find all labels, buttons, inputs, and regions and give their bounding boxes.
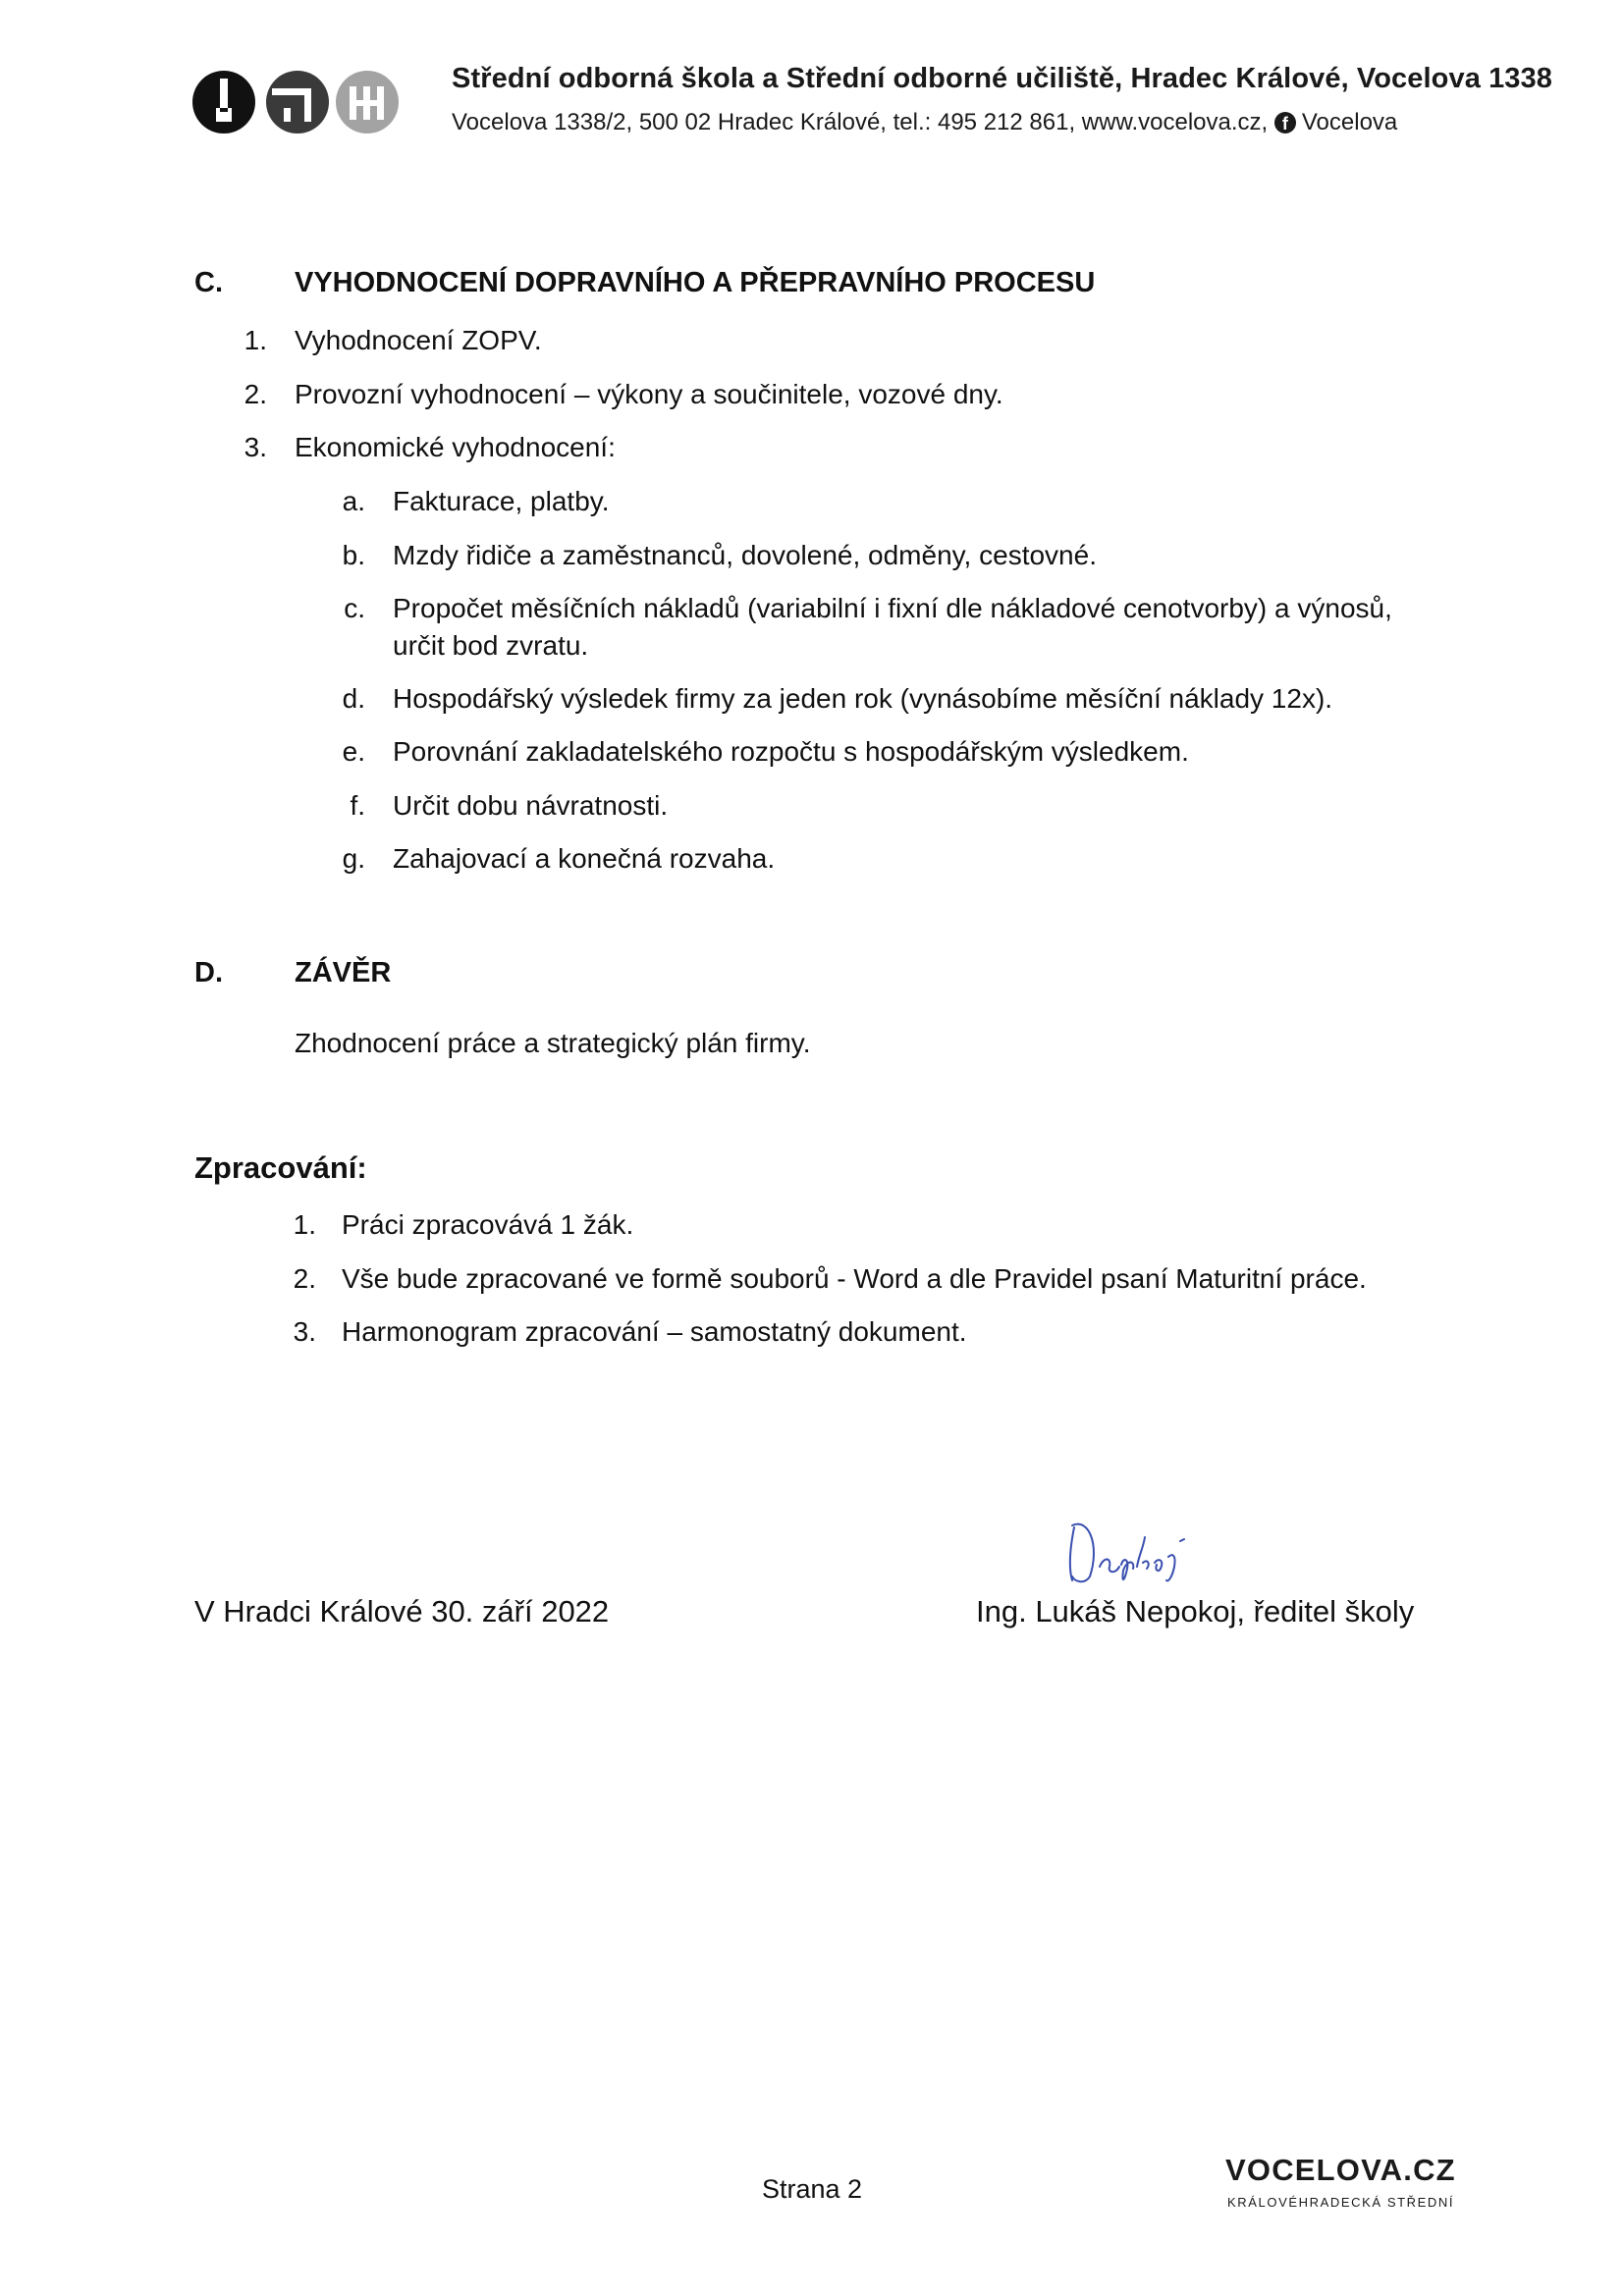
sublist-item-text: Propočet měsíčních nákladů (variabilní i fixní dle nákladové cenotvorby) a výnosů,: [393, 593, 1392, 623]
school-name: Střední odborná škola a Střední odborné učiliště, Hradec Králové, Vocelova 1338: [452, 63, 1552, 94]
facebook-label: Vocelova: [1301, 109, 1398, 135]
sublist-item-letter: g.: [342, 843, 365, 874]
sublist-item-letter: a.: [342, 486, 365, 516]
place-and-date: V Hradci Králové 30. září 2022: [194, 1594, 610, 1629]
sublist-item-text: Hospodářský výsledek firmy za jeden rok (vynásobíme měsíční náklady 12x).: [393, 683, 1333, 714]
list-item-text: Vše bude zpracované ve formě souborů - Word a dle Pravidel psaní Maturitní práce.: [342, 1263, 1367, 1294]
sublist-item-text-continued: určit bod zvratu.: [393, 630, 589, 661]
sublist-item-text: Zahajovací a konečná rozvaha.: [393, 843, 776, 874]
sublist-item-letter: e.: [342, 736, 365, 767]
list-item-text: Vyhodnocení ZOPV.: [295, 325, 542, 355]
list-item-text: Provozní vyhodnocení – výkony a součinitele, vozové dny.: [295, 379, 1003, 409]
contact-address: Vocelova 1338/2, 500 02 Hradec Králové, tel.: 495 212 861, www.vocelova.cz,: [452, 109, 1269, 135]
logo-circle-dark: [266, 71, 329, 133]
processing-heading: Zpracování:: [194, 1150, 367, 1185]
list-item-number: 2.: [244, 379, 267, 409]
sublist-item-text: Porovnání zakladatelského rozpočtu s hospodářským výsledkem.: [393, 736, 1189, 767]
sublist-item-text: Určit dobu návratnosti.: [393, 790, 669, 821]
page-number: Strana 2: [761, 2174, 863, 2204]
section-d-title: ZÁVĚR: [295, 957, 392, 988]
sublist-item-letter: f.: [350, 790, 365, 821]
sublist-item-text: Fakturace, platby.: [393, 486, 610, 516]
footer-brand: VOCELOVA.CZ: [1225, 2153, 1456, 2187]
sublist-item-letter: b.: [342, 540, 365, 570]
sublist-item-text: Mzdy řidiče a zaměstnanců, dovolené, odměny, cestovné.: [393, 540, 1097, 570]
list-item-number: 3.: [244, 432, 267, 462]
section-d-text: Zhodnocení práce a strategický plán firmy.: [295, 1028, 811, 1058]
list-item-number: 1.: [244, 325, 267, 355]
logo-circle-light: [336, 71, 399, 133]
sublist-item-letter: c.: [344, 593, 365, 623]
list-item-text: Práci zpracovává 1 žák.: [342, 1209, 634, 1240]
list-item-text: Ekonomické vyhodnocení:: [295, 432, 616, 462]
footer-tagline: KRÁLOVÉHRADECKÁ STŘEDNÍ: [1227, 2195, 1455, 2210]
school-logo: [192, 71, 399, 135]
contact-line: [452, 109, 1397, 136]
list-item-number: 1.: [293, 1209, 316, 1240]
section-d-letter: D.: [194, 957, 223, 988]
list-item-number: 2.: [293, 1263, 316, 1294]
section-c-letter: C.: [194, 267, 223, 298]
facebook-link[interactable]: [1274, 109, 1397, 136]
signatory-name: Ing. Lukáš Nepokoj, ředitel školy: [976, 1594, 1415, 1629]
list-item-text: Harmonogram zpracování – samostatný dokument.: [342, 1316, 967, 1347]
list-item-number: 3.: [293, 1316, 316, 1347]
facebook-icon: f: [1274, 112, 1296, 133]
section-c-title: VYHODNOCENÍ DOPRAVNÍHO A PŘEPRAVNÍHO PROCESU: [295, 267, 1096, 298]
logo-circle-black: [192, 71, 255, 133]
handwritten-signature: [1060, 1498, 1208, 1588]
sublist-item-letter: d.: [342, 683, 365, 714]
